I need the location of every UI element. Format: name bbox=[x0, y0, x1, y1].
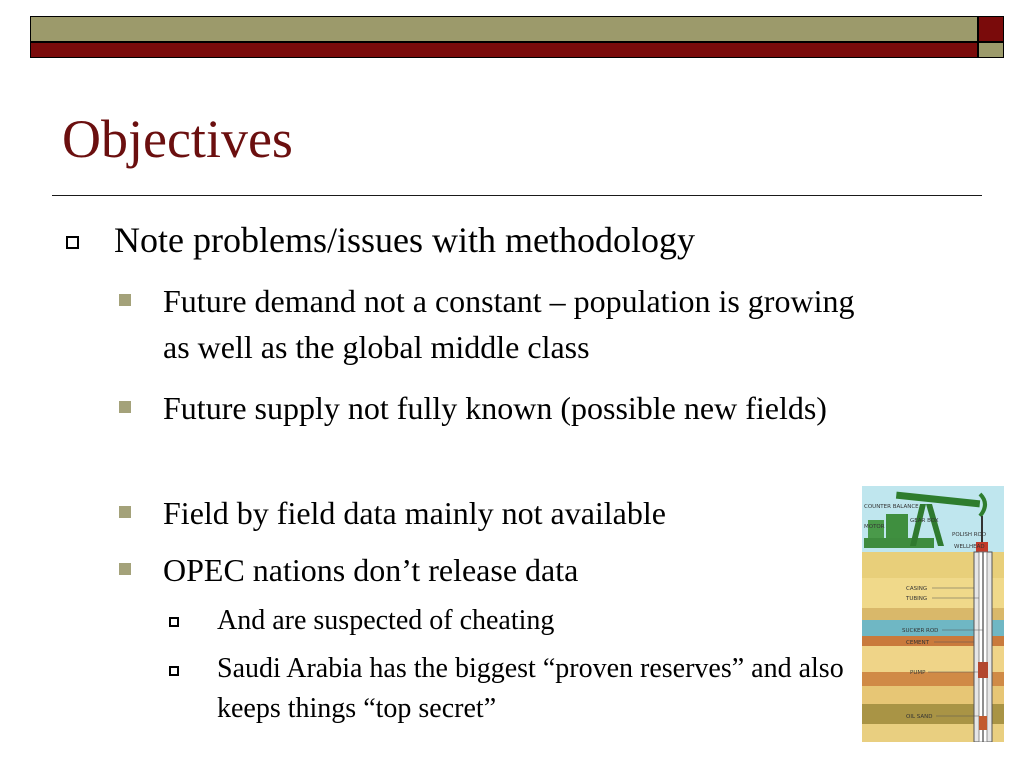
gear-box-label: GEAR BOX bbox=[910, 518, 939, 524]
motor-label: MOTOR bbox=[864, 524, 885, 530]
hollow-square-bullet-icon bbox=[169, 666, 179, 676]
oil-sand-label: OIL SAND bbox=[906, 714, 933, 720]
bullet-l2: Field by field data mainly not available bbox=[163, 495, 666, 531]
casing-label: CASING bbox=[906, 586, 928, 592]
cement-label: CEMENT bbox=[906, 640, 930, 646]
square-bullet-icon bbox=[119, 563, 131, 575]
bullet-l2: Future supply not fully known (possible new fields) bbox=[163, 390, 827, 426]
hollow-square-bullet-icon bbox=[169, 617, 179, 627]
bullet-l2: Future demand not a constant – population is growing as well as the global middle class bbox=[163, 283, 855, 365]
slide-title: Objectives bbox=[62, 109, 293, 169]
sucker-rod-label: SUCKER ROD bbox=[902, 628, 939, 634]
hollow-square-bullet-icon bbox=[66, 236, 79, 249]
wellhead-label: WELLHEAD bbox=[954, 544, 985, 550]
bullet-l3: And are suspected of cheating bbox=[217, 605, 555, 636]
header-square-bottom bbox=[978, 42, 1004, 58]
header-square-top bbox=[978, 16, 1004, 42]
tubing-label: TUBING bbox=[906, 596, 928, 602]
counter-balance-label: COUNTER BALANCE bbox=[864, 504, 919, 510]
square-bullet-icon bbox=[119, 401, 131, 413]
polish-rod-label: POLISH ROD bbox=[952, 532, 987, 538]
title-divider bbox=[52, 195, 982, 196]
pump-label: PUMP bbox=[910, 670, 926, 676]
bullet-l3: Saudi Arabia has the biggest “proven reserves” and also keeps things “top secret” bbox=[217, 653, 844, 724]
bullet-l1: Note problems/issues with methodology bbox=[114, 220, 695, 260]
oil-pump-diagram bbox=[862, 486, 1004, 742]
square-bullet-icon bbox=[119, 506, 131, 518]
square-bullet-icon bbox=[119, 294, 131, 306]
bullet-l2: OPEC nations don’t release data bbox=[163, 552, 579, 588]
header-bar-bottom bbox=[30, 42, 978, 58]
header-bar-top bbox=[30, 16, 978, 42]
